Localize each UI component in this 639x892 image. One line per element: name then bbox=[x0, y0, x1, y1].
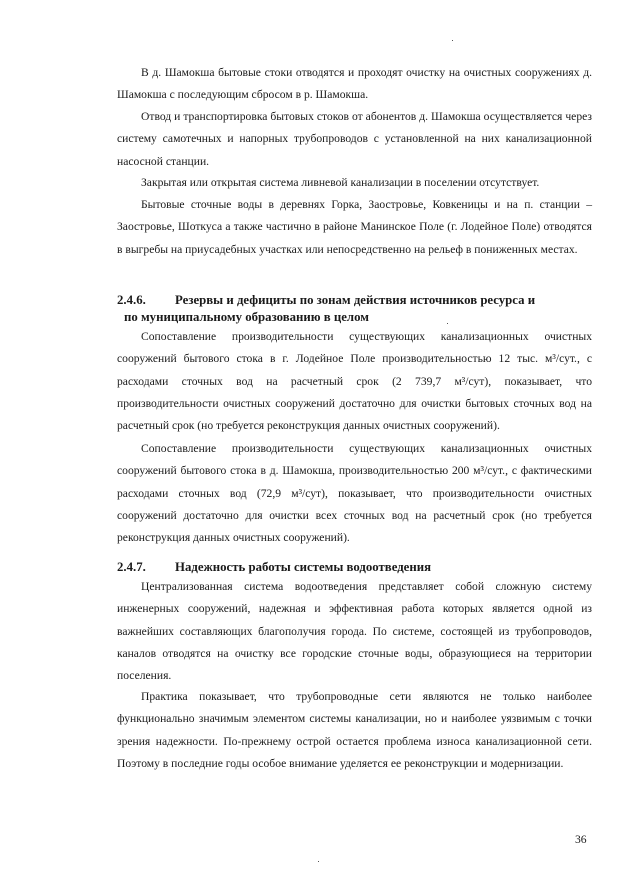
paragraph-shamoksha-treatment: В д. Шамокша бытовые стоки отводятся и проходят очистку на очистных сооружениях д. Шамокша с последующим сбросом в р. Шамокша. bbox=[117, 66, 592, 102]
section-number: 2.4.7. bbox=[117, 560, 146, 574]
paragraph-pipeline-practice: Практика показывает, что трубопроводные сети являются не только наиболее функционально значимым элементом системы канализации, но и наиболее уязвимым с точки зрения надежности. По-прежнему острой остается проблема износа канализационной сети. Поэтому в последние годы особое внимание уделяется ее реконструкции и модернизации. bbox=[117, 690, 592, 770]
section-title-line1: Резервы и дефициты по зонам действия источников ресурса и bbox=[175, 293, 536, 307]
section-heading-2-4-7 bbox=[117, 559, 592, 576]
section-title: Надежность работы системы водоотведения bbox=[175, 560, 432, 574]
paragraph-household-wastewater: Бытовые сточные воды в деревнях Горка, Заостровье, Ковкеницы и на п. станции – Заостровье, Шоткуса а также частично в районе Манинское Поле (г. Лодейное Поле) отводятся в выгребы на приусадебных участках или непосредственно на рельеф в пониженных местах. bbox=[117, 198, 592, 256]
scan-speck bbox=[447, 323, 448, 324]
scan-speck bbox=[452, 40, 453, 41]
section-title-line2: по муниципальному образованию в целом bbox=[124, 310, 369, 324]
paragraph-transport: Отвод и транспортировка бытовых стоков от абонентов д. Шамокша осуществляется через систему самотечных и напорных трубопроводов с установленной на них канализационной насосной станции. bbox=[117, 110, 592, 168]
paragraph-storm-sewer: Закрытая или открытая система ливневой канализации в поселении отсутствует. bbox=[141, 176, 540, 189]
section-heading-2-4-6 bbox=[117, 292, 592, 326]
scan-speck bbox=[318, 861, 319, 862]
section-number: 2.4.6. bbox=[117, 293, 146, 307]
paragraph-centralized-system: Централизованная система водоотведения представляет собой сложную систему инженерных сооружений, надежная и эффективная работа которых является одной из важнейших составляющих благополучия города. По системе, состоящей из трубопроводов, каналов отводятся на очистку все городские сточные воды, образующиеся на территории поселения. bbox=[117, 580, 592, 683]
paragraph-lodeynoe-pole-capacity: Сопоставление производительности существующих канализационных очистных сооружений бытового стока в г. Лодейное Поле производительностью 12 тыс. м³/сут., с расходами сточных вод на расчетный срок (2 739,7 м³/сут), показывает, что производительности очистных сооружений достаточно для очистки бытовых сточных вод на расчетный срок (но требуется реконструкция данных очистных сооружений). bbox=[117, 330, 592, 433]
page-number: 36 bbox=[575, 833, 587, 846]
paragraph-shamoksha-capacity: Сопоставление производительности существующих канализационных очистных сооружений бытового стока в д. Шамокша, производительностью 200 м³/сут., с фактическими расходами сточных вод (72,9 м³/сут), показывает, что производительности очистных сооружений достаточно для очистки всех сточных вод на расчетный срок (но требуется реконструкция данных очистных сооружений). bbox=[117, 442, 592, 545]
